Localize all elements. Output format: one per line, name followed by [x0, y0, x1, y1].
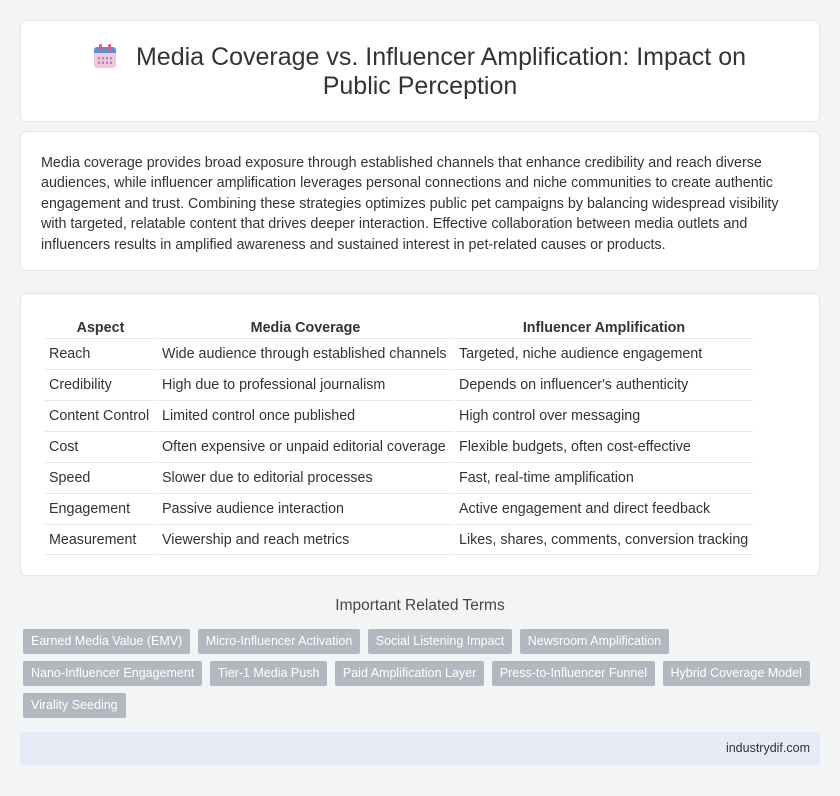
table-row — [45, 431, 753, 462]
table-row — [45, 369, 753, 400]
related-terms-title: Important Related Terms — [335, 597, 505, 614]
column-header-aspect: Aspect — [76, 320, 125, 336]
table-header-row — [45, 316, 753, 338]
table-cell: Viewership and reach metrics — [158, 524, 453, 555]
table-row — [45, 400, 753, 431]
intro-paragraph: Media coverage provides broad exposure through established channels that enhance credibility and reach diverse audiences, while influencer amplification leverages personal connections and niche communities to create authentic engagement and trust. Combining these strategies optimizes public pet campaigns by balancing widespread visibility with targeted, relatable content that drives deeper interaction. Effective collaboration between media outlets and influencers results in amplified awareness and sustained interest in pet-related causes or products. — [41, 155, 779, 253]
table-cell: Content Control — [45, 400, 156, 431]
table-row — [45, 524, 753, 555]
calendar-icon — [94, 44, 116, 68]
table-cell: High due to professional journalism — [158, 369, 453, 400]
related-term-tag[interactable]: Paid Amplification Layer — [335, 661, 484, 686]
table-cell: Engagement — [45, 493, 156, 524]
comparison-card — [20, 293, 820, 576]
page-title: Media Coverage vs. Influencer Amplification: Impact on Public Perception — [135, 43, 747, 100]
related-term-tag[interactable]: Social Listening Impact — [368, 629, 513, 654]
table-cell: Slower due to editorial processes — [158, 462, 453, 493]
table-row — [45, 462, 753, 493]
table-row — [45, 493, 753, 524]
table-cell: Cost — [45, 431, 156, 462]
table-cell: Often expensive or unpaid editorial coverage — [158, 431, 453, 462]
table-cell: Wide audience through established channels — [158, 338, 453, 369]
table-cell: Speed — [45, 462, 156, 493]
table-cell: High control over messaging — [455, 400, 753, 431]
related-term-tag[interactable]: Press-to-Influencer Funnel — [492, 661, 655, 686]
table-cell: Targeted, niche audience engagement — [455, 338, 753, 369]
table-cell: Credibility — [45, 369, 156, 400]
header-card — [20, 20, 820, 122]
table-row — [45, 338, 753, 369]
related-term-tag[interactable]: Micro-Influencer Activation — [198, 629, 361, 654]
related-term-tag[interactable]: Virality Seeding — [23, 693, 126, 718]
table-cell: Limited control once published — [158, 400, 453, 431]
table-cell: Reach — [45, 338, 156, 369]
table-cell: Depends on influencer's authenticity — [455, 369, 753, 400]
related-terms-list — [23, 629, 813, 725]
comparison-table — [43, 316, 755, 555]
column-header-media-coverage: Media Coverage — [250, 320, 361, 336]
related-term-tag[interactable]: Nano-Influencer Engagement — [23, 661, 202, 686]
table-cell: Active engagement and direct feedback — [455, 493, 753, 524]
column-header-influencer-amplification: Influencer Amplification — [522, 320, 686, 336]
table-cell: Likes, shares, comments, conversion tracking — [455, 524, 753, 555]
page-title-wrap — [21, 43, 819, 101]
table-cell: Measurement — [45, 524, 156, 555]
related-term-tag[interactable]: Hybrid Coverage Model — [663, 661, 810, 686]
related-term-tag[interactable]: Earned Media Value (EMV) — [23, 629, 190, 654]
footer — [20, 732, 820, 766]
table-cell: Fast, real-time amplification — [455, 462, 753, 493]
related-term-tag[interactable]: Newsroom Amplification — [520, 629, 669, 654]
table-cell: Passive audience interaction — [158, 493, 453, 524]
intro-card — [20, 131, 820, 271]
footer-site-link[interactable]: industrydif.com — [725, 741, 810, 755]
table-cell: Flexible budgets, often cost-effective — [455, 431, 753, 462]
related-term-tag[interactable]: Tier-1 Media Push — [210, 661, 328, 686]
